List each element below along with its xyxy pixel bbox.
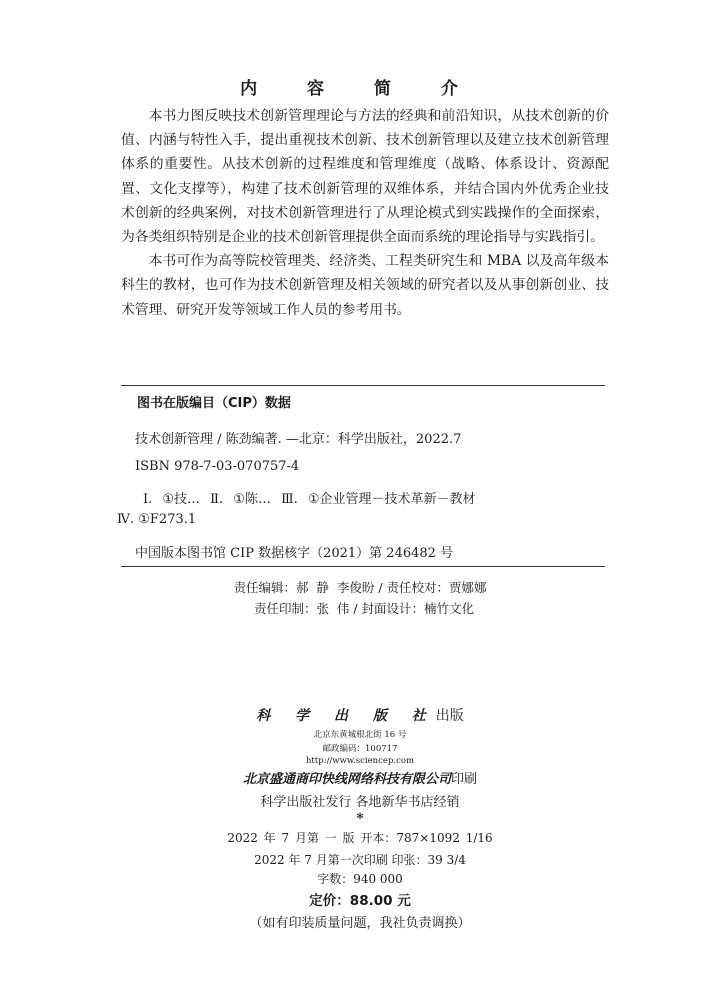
cip-record-number: 中国版本图书馆 CIP 数据核字（2021）第 246482 号 [135, 546, 454, 561]
cip-isbn: ISBN 978-7-03-070757-4 [135, 459, 300, 474]
intro-body [121, 104, 609, 322]
quality-notice: （如有印装质量问题，我社负责调换） [249, 916, 471, 931]
publisher-website: http://www.sciencep.com [305, 756, 415, 766]
publisher-line [0, 705, 720, 725]
intro-title: 内 容 简 介 [240, 79, 480, 99]
publisher-name: 科 学 出 版 社 [256, 708, 436, 724]
printer-suffix: 印刷 [451, 772, 478, 787]
publisher-postcode: 邮政编码：100717 [322, 744, 398, 754]
publisher-suffix: 出版 [435, 708, 464, 724]
cip-data-block [117, 385, 605, 567]
cip-class-number: Ⅳ. ①F273.1 [117, 512, 197, 527]
cip-heading: 图书在版编目（CIP）数据 [137, 396, 291, 411]
wordcount-line: 字数：940 000 [317, 872, 403, 886]
edition-line: 2022 年 7 月第 一 版 开本：787×1092 1/16 [227, 831, 493, 845]
distribution-line: 科学出版社发行 各地新华书店经销 [260, 795, 460, 810]
separator-star: * [356, 811, 364, 827]
publisher-address: 北京东黄城根北街 16 号 [313, 730, 407, 740]
price-line: 定价：88.00 元 [309, 893, 411, 909]
cip-classification: Ⅰ. ①技… Ⅱ. ①陈… Ⅲ. ①企业管理－技术革新－教材 [143, 492, 476, 507]
editor-credits: 责任编辑：郝 静 李俊盼 / 责任校对：贾娜娜 [233, 580, 487, 595]
intro-paragraph: 本书力图反映技术创新管理理论与方法的经典和前沿知识，从技术创新的价值、内涵与特性入手，提出重视技术创新、技术创新管理以及建立技术创新管理体系的重要性。从技术创新的过程维度和管理维度（战略、体系设计、资源配置、文化支撑等），构建了技术创新管理的双维体系，并结合国内外优秀企业技术创新的经典案例，对技术创新管理进行了从理论模式到实践操作的全面探索，为各类组织特别是企业的技术创新管理提供全面而系统的理论指导与实践指引。 [121, 108, 609, 246]
printer-name: 北京盛通商印快线网络科技有限公司 [242, 772, 451, 787]
cip-title-line: 技术创新管理 / 陈劲编著. —北京：科学出版社，2022.7 [135, 432, 462, 447]
printing-line: 2022 年 7 月第一次印刷 印张：39 3/4 [254, 853, 466, 867]
intro-paragraph: 本书可作为高等院校管理类、经济类、工程类研究生和 MBA 以及高年级本科生的教材，也可作为技术创新管理及相关领域的研究者以及从事创新创业、技术管理、研究开发等领域工作人员的参考用书。 [121, 253, 609, 318]
production-credits: 责任印制：张 伟 / 封面设计：楠竹文化 [253, 601, 475, 616]
printer-line [0, 768, 720, 787]
